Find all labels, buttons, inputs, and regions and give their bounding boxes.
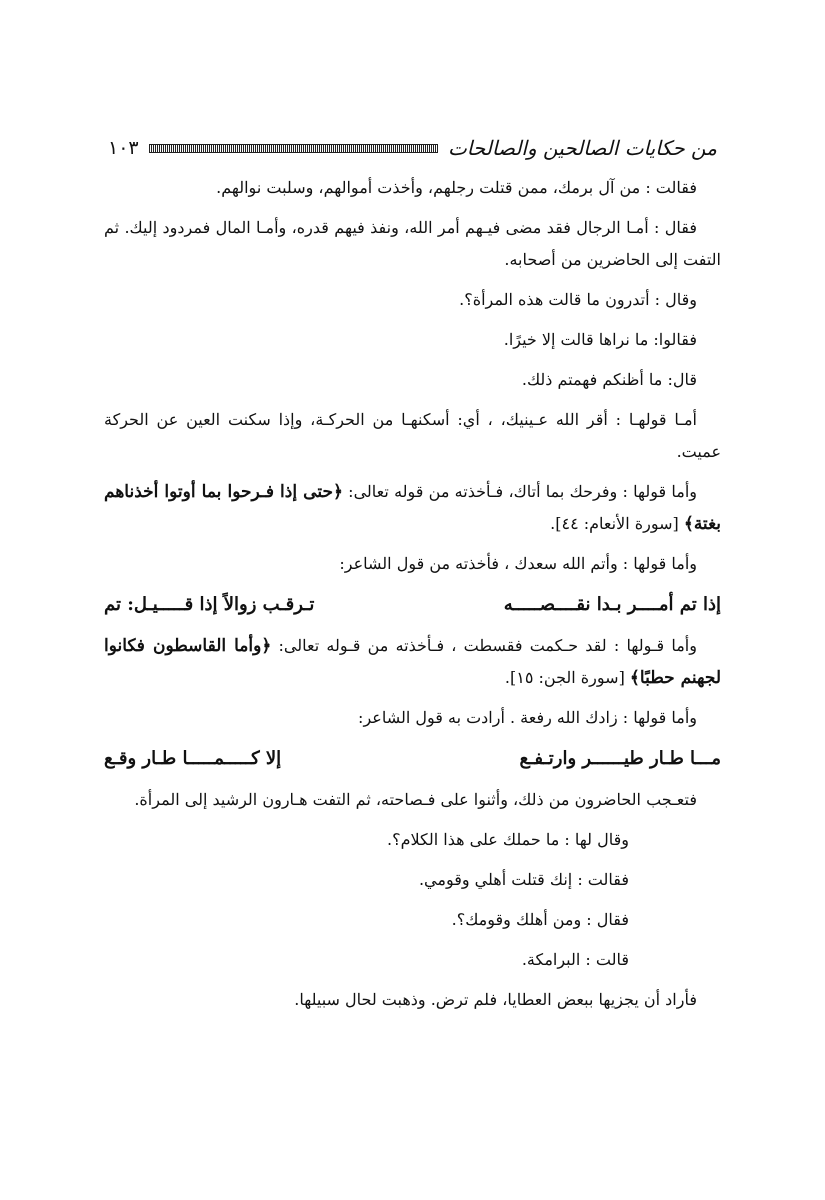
- verse-second-hemistich: تـرقـب زوالاً إذا قـــــيـل: تم: [104, 594, 315, 615]
- page-number: ١٠٣: [108, 137, 139, 159]
- quran-quote: ﴿وأما القاسطون فكانوا لجهنم حطبًا﴾: [104, 636, 721, 688]
- paragraph: فقالت : من آل برمك، ممن قتلت رجلهم، وأخذت أموالهم، وسلبت نوالهم.: [216, 178, 697, 197]
- quran-reference: [سورة الجن: ١٥].: [504, 668, 625, 687]
- paragraph-with-quran: [104, 630, 721, 694]
- page-header: [108, 130, 717, 166]
- paragraph: فقال : أمـا الرجال فقد مضى فيـهم أمر الله، ونفذ فيهم قدره، وأمـا المال فمردود إليك. ثم التفت إلى الحاضرين من أصحابه.: [104, 218, 721, 269]
- quran-reference: [سورة الأنعام: ٤٤].: [550, 514, 679, 533]
- verse-second-hemistich: إلا كـــــمـــــا طـار وقـع: [104, 748, 282, 769]
- paragraph-with-quran: [104, 476, 721, 540]
- paragraph-text: وأما قولها : وفرحك بما أتاك، فـأخذته من قوله تعالى:: [348, 482, 697, 501]
- quran-quote: ﴿حتى إذا فـرحوا بما أوتوا أخذناهم بغتة﴾: [104, 482, 721, 534]
- paragraph: وأما قولها : وأتم الله سعدك ، فأخذته من قول الشاعر:: [339, 554, 697, 573]
- header-rule: [149, 144, 438, 153]
- verse-first-hemistich: إذا تم أمــــر بـدا نقــــصـــــه: [503, 594, 721, 615]
- paragraph: فأراد أن يجزيها ببعض العطايا، فلم ترض. وذهبت لحال سبيلها.: [294, 990, 697, 1009]
- paragraph: فقالوا: ما نراها قالت إلا خيرًا.: [503, 330, 697, 349]
- poetry-verse: [104, 744, 721, 774]
- paragraph: وقال لها : ما حملك على هذا الكلام؟.: [386, 830, 629, 849]
- paragraph: وقال : أتدرون ما قالت هذه المرأة؟.: [459, 290, 697, 309]
- paragraph: فقال : ومن أهلك وقومك؟.: [451, 910, 629, 929]
- paragraph-text: وأما قـولها : لقد حـكمت فقسطت ، فـأخذته من قـوله تعالى:: [278, 636, 697, 655]
- paragraph: أمـا قولهـا : أقر الله عـينيك، ، أي: أسكنهـا من الحركـة، وإذا سكنت العين عن الحركة عميت.: [104, 410, 721, 461]
- paragraph: فتعـجب الحاضرون من ذلك، وأثنوا على فـصاحته، ثم التفت هـارون الرشيد إلى المرأة.: [134, 790, 697, 809]
- paragraph: قالت : البرامكة.: [521, 950, 629, 969]
- paragraph: فقالت : إنك قتلت أهلي وقومي.: [418, 870, 629, 889]
- poetry-verse: [104, 590, 721, 620]
- page-body: [104, 172, 721, 1024]
- paragraph: وأما قولها : زادك الله رفعة . أرادت به قول الشاعر:: [358, 708, 697, 727]
- paragraph: قال: ما أظنكم فهمتم ذلك.: [521, 370, 697, 389]
- running-title: من حكايات الصالحين والصالحات: [447, 136, 717, 160]
- verse-first-hemistich: مـــا طـار طيــــــر وارتـفـع: [519, 748, 721, 769]
